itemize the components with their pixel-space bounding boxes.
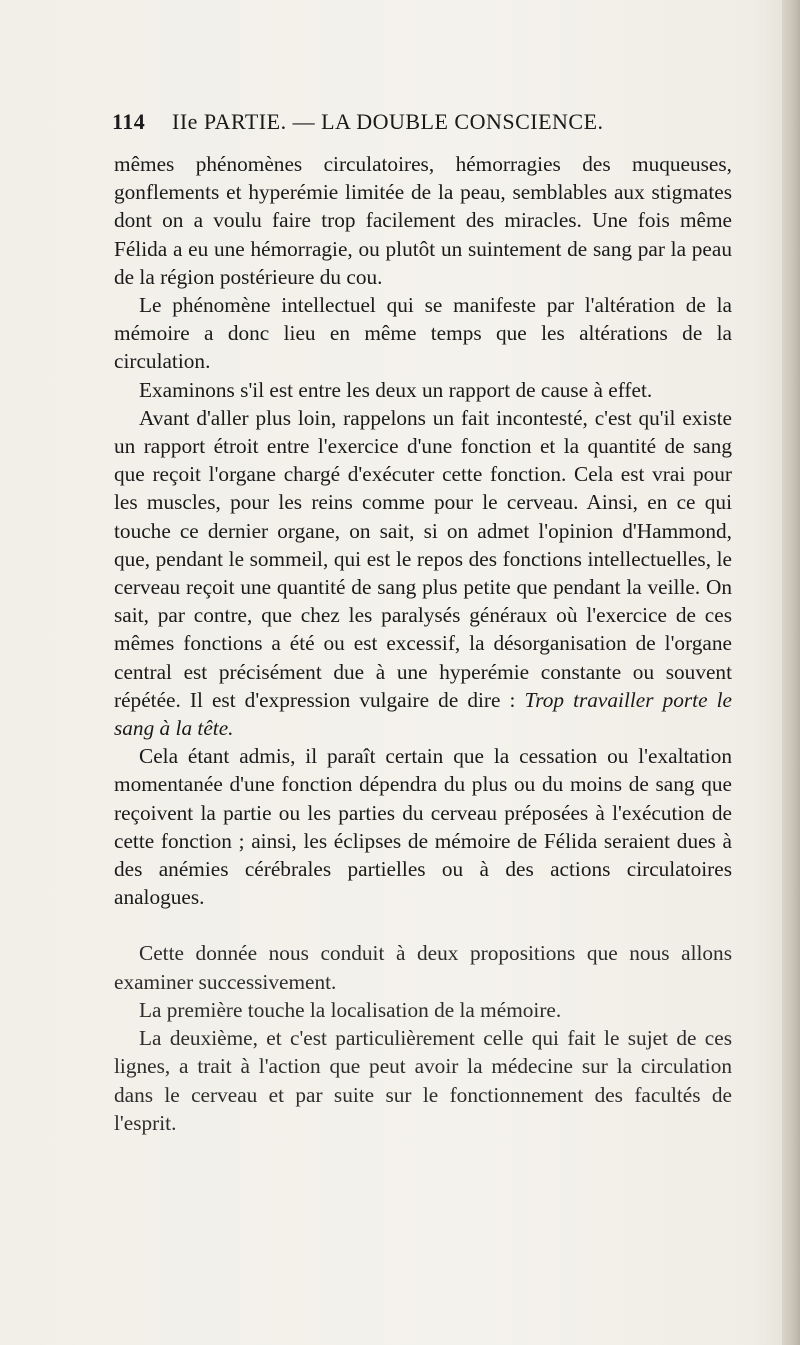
body-text xyxy=(114,150,732,1137)
paragraph-2: Le phénomène intellectuel qui se manifeste par l'altération de la mémoire a donc lieu en même temps que les altérations de la circulation. xyxy=(114,293,732,374)
page-number: 114 xyxy=(112,109,146,134)
page-header xyxy=(112,109,732,135)
paragraph-7: La première touche la localisation de la mémoire. xyxy=(139,997,562,1022)
paragraph-6: Cette donnée nous conduit à deux propositions que nous allons examiner successivement. xyxy=(114,941,732,994)
paragraph-4 xyxy=(114,404,732,742)
page-edge-shadow xyxy=(782,0,800,1345)
paragraph-5: Cela étant admis, il paraît certain que la cessation ou l'exaltation momentanée d'une fonction dépendra du plus ou du moins de sang que reçoivent la partie ou les parties du cerveau préposées à l'exécution de cette fonction ; ainsi, les éclipses de mémoire de Félida seraient dues à des anémies cérébrales partielles ou à des actions circulatoires analogues. xyxy=(114,744,732,910)
paragraph-1: mêmes phénomènes circulatoires, hémorragies des muqueuses, gonflements et hyperémie limitée de la peau, semblables aux stigmates dont on a voulu faire trop facilement des miracles. Une fois même Félida a eu une hémorragie, ou plutôt un suintement de sang par la peau de la région postérieure du cou. xyxy=(114,152,732,289)
running-title: IIe PARTIE. — LA DOUBLE CONSCIENCE. xyxy=(172,109,604,134)
paragraph-4-text: Avant d'aller plus loin, rappelons un fait incontesté, c'est qu'il existe un rapport étroit entre l'exercice d'une fonction et la quantité de sang que reçoit l'organe chargé d'exécuter cette fonction. Cela est vrai pour les muscles, pour les reins comme pour le cerveau. Ainsi, en ce qui touche ce dernier organe, on sait, si on admet l'opinion d'Hammond, que, pendant le sommeil, qui est le repos des fonctions intellectuelles, le cerveau reçoit une quantité de sang plus petite que pendant la veille. On sait, par contre, que chez les paralysés généraux où l'exercice de ces mêmes fonctions a été ou est excessif, la désorganisation de l'organe central est précisément due à une hyperémie constante ou souvent répétée. Il est d'expression vulgaire de dire : xyxy=(114,405,732,712)
paragraph-8: La deuxième, et c'est particulièrement celle qui fait le sujet de ces lignes, a trait à l'action que peut avoir la médecine sur la circulation dans le cerveau et par suite sur le fonctionnement des facultés de l'esprit. xyxy=(114,1026,732,1135)
paragraph-4-italic: Trop travailler porte le sang à la tête. xyxy=(114,687,732,741)
paragraph-3: Examinons s'il est entre les deux un rapport de cause à effet. xyxy=(139,377,653,402)
